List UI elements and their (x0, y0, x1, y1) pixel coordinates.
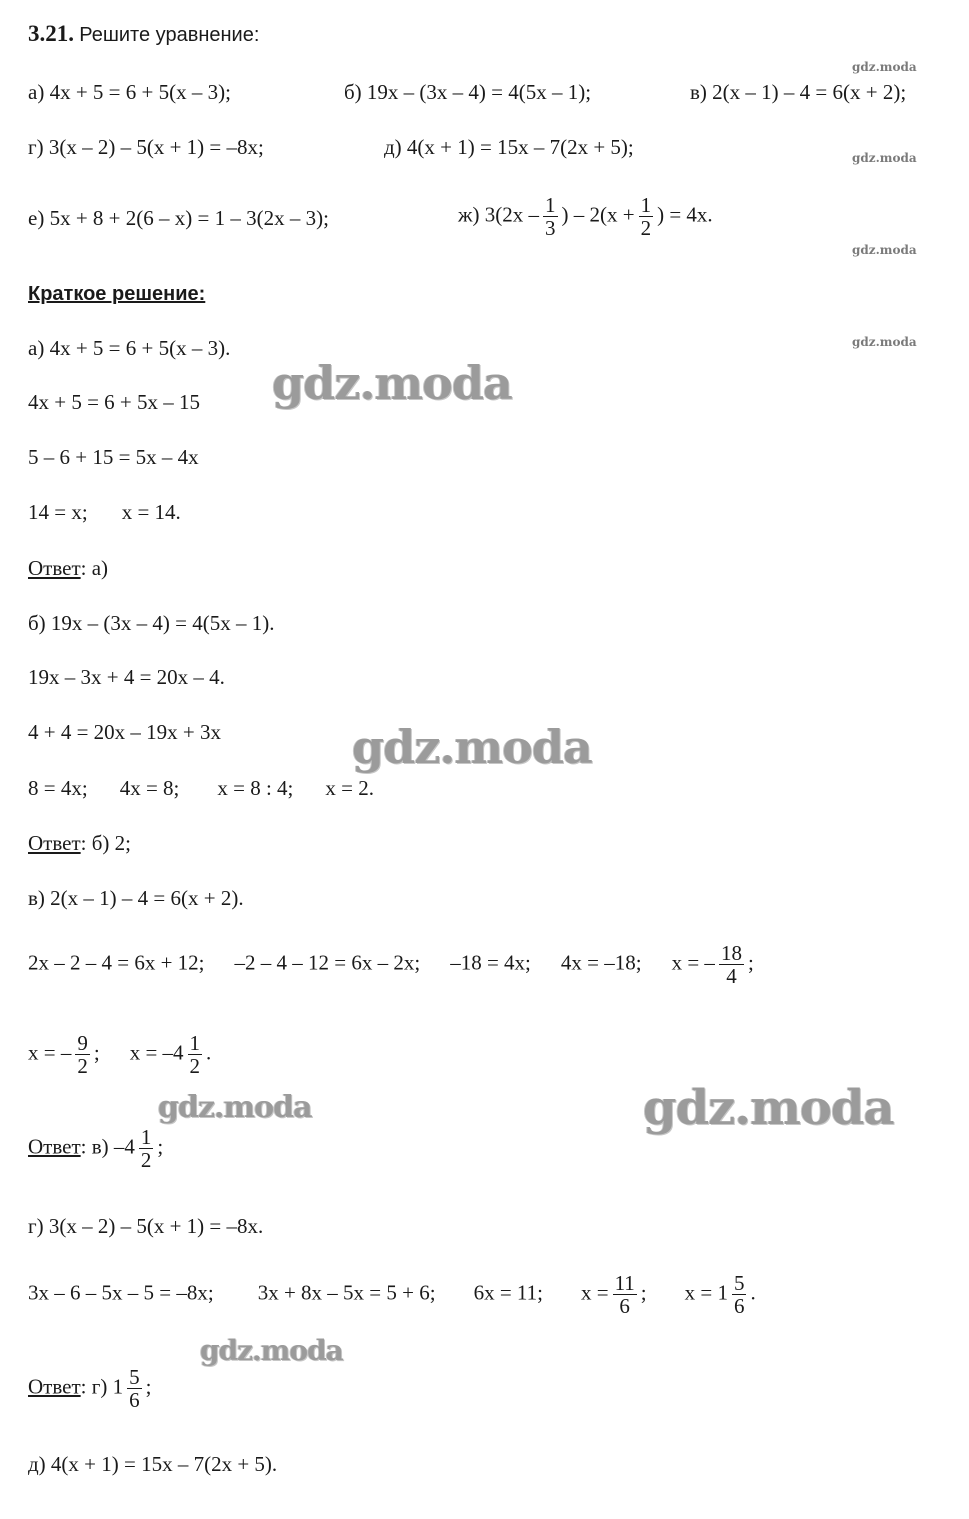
fraction: $\frac{1}{3}$ (545, 193, 556, 240)
sol-a-line4: 14 = x; x = 14. (28, 500, 181, 524)
answer-label: Ответ (28, 556, 81, 580)
problem-title (28, 22, 259, 47)
task-d: д) 4(x + 1) = 15x – 7(2x + 5); (384, 135, 634, 159)
fraction: $\frac{5}{6}$ (129, 1365, 140, 1412)
answer-label: Ответ (28, 1374, 81, 1399)
fraction: $\frac{5}{6}$ (733, 1271, 745, 1318)
sol-d-line1: д) 4(x + 1) = 15x – 7(2x + 5). (28, 1452, 278, 1476)
sol-b-line1: б) 19x – (3x – 4) = 4(5x – 1). (28, 611, 275, 635)
sol-a-line2: 4x + 5 = 6 + 5x – 15 (28, 390, 201, 414)
fraction: $\frac{1}{2}$ (640, 193, 652, 240)
watermark-large: gdz.moda (158, 1090, 312, 1125)
sol-v-answer: Ответ: в) –4 $\frac{1}{2}$ ; (28, 1125, 164, 1172)
watermark-small: gdz.moda (852, 151, 917, 165)
fraction: $\frac{1}{2}$ (140, 1125, 152, 1172)
sol-a-line3: 5 – 6 + 15 = 5x – 4x (28, 445, 199, 469)
problem-number: 3.21. (28, 21, 74, 46)
sol-b-line3: 4 + 4 = 20x – 19x + 3x (28, 720, 222, 744)
fraction: $\frac{11}{6}$ (614, 1271, 635, 1318)
solution-heading: Краткое решение: (28, 283, 206, 305)
watermark-large: gdz.moda (272, 356, 512, 410)
watermark-large: gdz.moda (643, 1080, 894, 1136)
sol-b-answer: Ответ: б) 2; (28, 831, 131, 855)
task-zh: ж) 3(2x – $\frac{1}{3}$ ) – 2(x + $\frac{1}{2}$ ) = 4x. (458, 193, 713, 240)
sol-g-steps: 3x – 6 – 5x – 5 = –8x; 3x + 8x – 5x = 5 + 6; 6x = 11; x = $\frac{11}{6}$ ; x = 1 $\frac{5}{6}$ . (28, 1271, 756, 1318)
task-g: г) 3(x – 2) – 5(x + 1) = –8x; (28, 135, 264, 159)
fraction: $\frac{9}{2}$ (77, 1031, 88, 1078)
task-e: е) 5x + 8 + 2(6 – x) = 1 – 3(2x – 3); (28, 206, 329, 230)
task-a: а) 4x + 5 = 6 + 5(x – 3); (28, 80, 231, 104)
task-b: б) 19x – (3x – 4) = 4(5x – 1); (344, 80, 592, 104)
sol-v-line1: в) 2(x – 1) – 4 = 6(x + 2). (28, 886, 244, 910)
watermark-large: gdz.moda (352, 720, 592, 774)
sol-g-answer: Ответ: г) 1 $\frac{5}{6}$ ; (28, 1365, 152, 1412)
watermark-small: gdz.moda (852, 335, 917, 349)
watermark-large: gdz.moda (200, 1334, 343, 1367)
sol-b-line2: 19x – 3x + 4 = 20x – 4. (28, 665, 225, 689)
sol-b-line4: 8 = 4x; 4x = 8; x = 8 : 4; x = 2. (28, 776, 374, 800)
fraction: $\frac{1}{2}$ (189, 1031, 201, 1078)
problem-instruction: Решите уравнение: (79, 24, 260, 46)
answer-label: Ответ (28, 1134, 81, 1159)
sol-v-steps: 2x – 2 – 4 = 6x + 12; –2 – 4 – 12 = 6x – 2x; –18 = 4x; 4x = –18; x = – $\frac{18}{4}$ ; (28, 941, 754, 988)
sol-a-answer: Ответ: а) (28, 556, 109, 580)
watermark-small: gdz.moda (852, 243, 917, 257)
sol-g-line1: г) 3(x – 2) – 5(x + 1) = –8x. (28, 1214, 264, 1238)
fraction: $\frac{18}{4}$ (720, 941, 742, 988)
watermark-small: gdz.moda (852, 60, 917, 74)
task-v: в) 2(x – 1) – 4 = 6(x + 2); (690, 80, 907, 104)
sol-v-result: x = – $\frac{9}{2}$ ; x = –4 $\frac{1}{2}$ . (28, 1031, 212, 1078)
sol-a-line1: а) 4x + 5 = 6 + 5(x – 3). (28, 336, 231, 360)
answer-label: Ответ (28, 831, 81, 855)
